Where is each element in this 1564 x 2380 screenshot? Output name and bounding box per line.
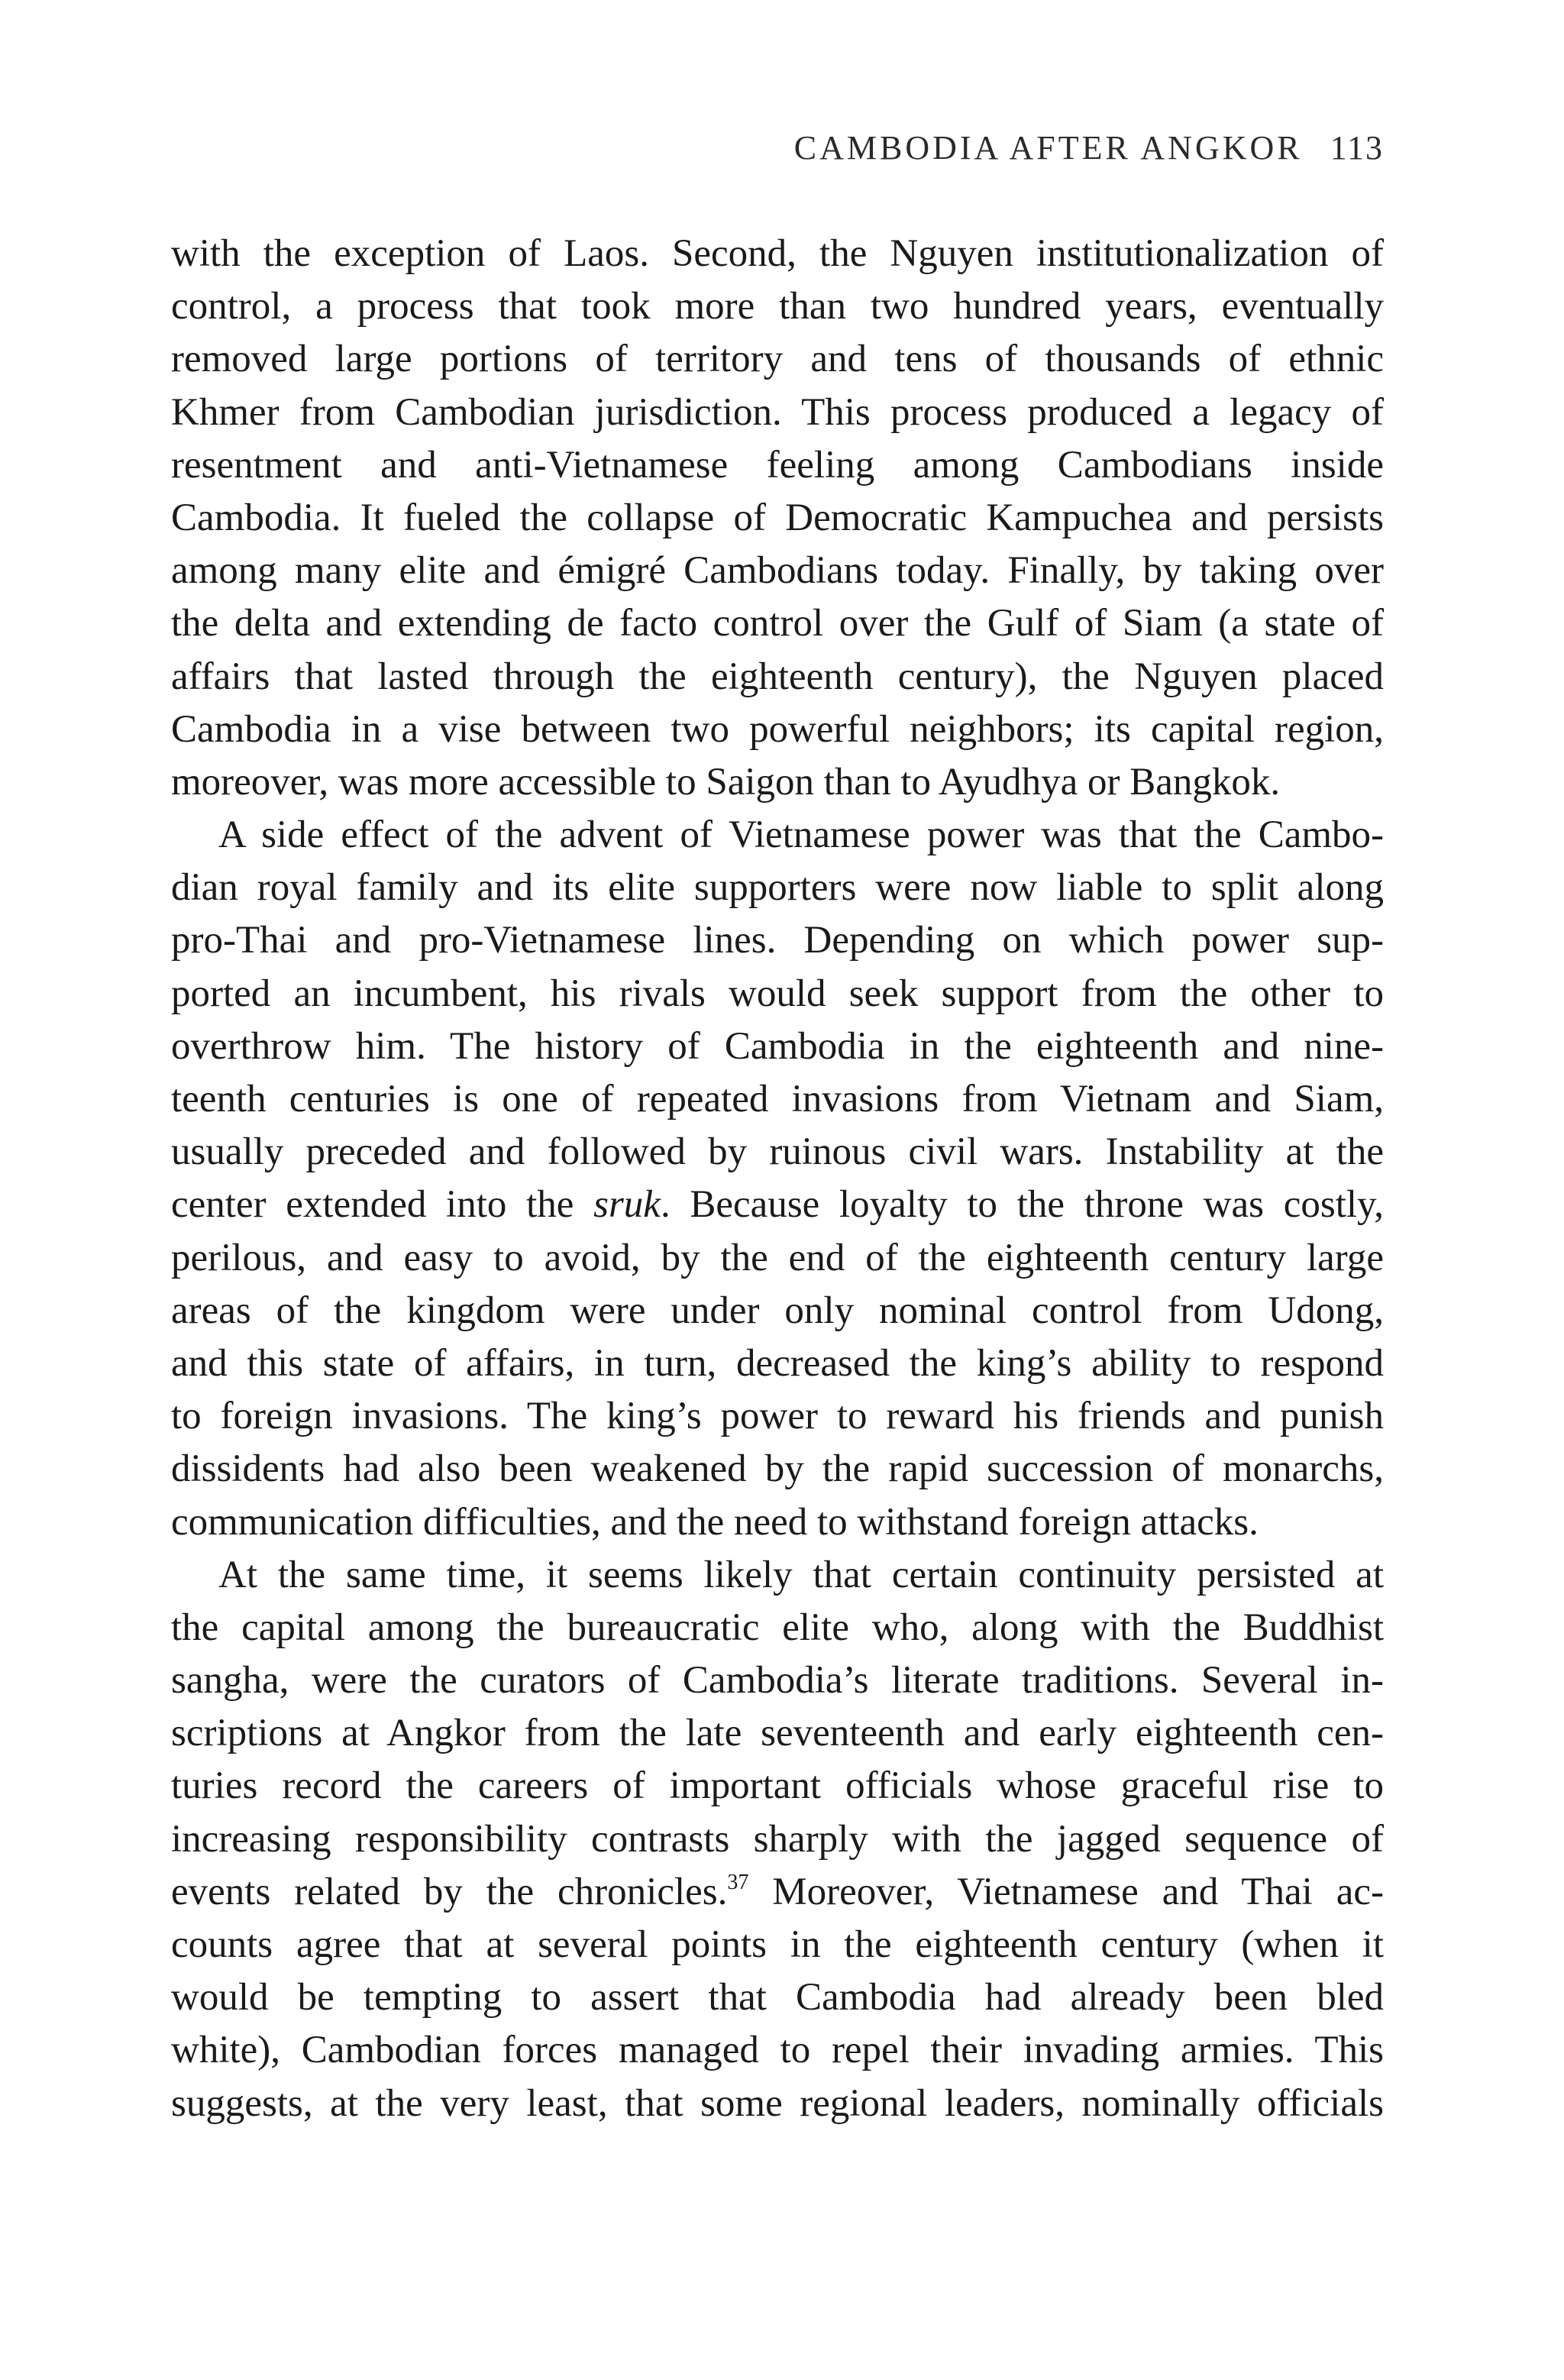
- text-line: dian royal family and its elite supporters were now liable to split along: [171, 866, 1384, 910]
- text-line: counts agree that at several points in the eighteenth century (when it: [171, 1923, 1384, 1966]
- footnote-reference[interactable]: 37: [727, 1870, 749, 1894]
- text-line: perilous, and easy to avoid, by the end of the eighteenth century large: [171, 1236, 1384, 1279]
- text-line: overthrow him. The history of Cambodia in the eighteenth and nine-: [171, 1024, 1384, 1068]
- running-head: [794, 128, 1384, 167]
- text-line: the delta and extending de facto control over the Gulf of Siam (a state of: [171, 602, 1384, 645]
- text-line: communication difficulties, and the need to withstand foreign attacks.: [171, 1500, 1259, 1544]
- text-line: Cambodia in a vise between two powerful neighbors; its capital region,: [171, 707, 1384, 751]
- text-line: [171, 1179, 1384, 1231]
- text-segment: events related by the chronicles.: [171, 1870, 728, 1913]
- text-line: increasing responsibility contrasts sharply with the jagged sequence of: [171, 1817, 1384, 1861]
- text-line: scriptions at Angkor from the late seventeenth and early eighteenth cen-: [171, 1712, 1384, 1755]
- text-segment: center extended into the: [171, 1183, 594, 1227]
- text-segment: . Because loyalty to the throne was costly,: [660, 1183, 1384, 1227]
- text-line: teenth centuries is one of repeated invasions from Vietnam and Siam,: [171, 1078, 1384, 1120]
- text-line: white), Cambodian forces managed to repel their invading armies. This: [171, 2029, 1384, 2072]
- text-line: turies record the careers of important officials whose graceful rise to: [171, 1764, 1384, 1808]
- text-line: Khmer from Cambodian jurisdiction. This process produced a legacy of: [171, 390, 1384, 434]
- text-line: control, a process that took more than two hundred years, eventually: [171, 285, 1384, 328]
- running-head-title: CAMBODIA AFTER ANGKOR: [793, 129, 1303, 167]
- text-line: the capital among the bureaucratic elite who, along with the Buddhist: [171, 1606, 1384, 1649]
- body-text: [171, 228, 1384, 2130]
- text-line: to foreign invasions. The king’s power to reward his friends and punish: [171, 1395, 1384, 1438]
- text-line: affairs that lasted through the eighteenth century), the Nguyen placed: [171, 655, 1384, 698]
- text-line: and this state of affairs, in turn, decreased the king’s ability to respond: [171, 1341, 1384, 1385]
- text-line: pro-Thai and pro-Vietnamese lines. Depending on which power sup-: [171, 919, 1384, 962]
- text-line: [171, 1866, 1384, 1919]
- text-segment: Moreover, Vietnamese and Thai ac-: [748, 1870, 1384, 1913]
- text-line: areas of the kingdom were under only nominal control from Udong,: [171, 1289, 1384, 1332]
- text-line: Cambodia. It fueled the collapse of Democratic Kampuchea and persists: [171, 496, 1384, 539]
- text-line: among many elite and émigré Cambodians today. Finally, by taking over: [171, 549, 1384, 593]
- text-line: At the same time, it seems likely that certain continuity persisted at: [218, 1553, 1384, 1596]
- text-line: dissidents had also been weakened by the rapid succession of monarchs,: [171, 1447, 1384, 1491]
- italic-term: sruk: [593, 1183, 661, 1227]
- text-line: sangha, were the curators of Cambodia’s literate traditions. Several in-: [171, 1659, 1384, 1703]
- text-line: resentment and anti-Vietnamese feeling among Cambodians inside: [171, 443, 1384, 487]
- text-line: usually preceded and followed by ruinous civil wars. Instability at the: [171, 1130, 1384, 1174]
- text-line: suggests, at the very least, that some regional leaders, nominally officials: [171, 2081, 1384, 2125]
- page-number: 113: [1330, 129, 1384, 167]
- text-line: with the exception of Laos. Second, the Nguyen institutionalization of: [171, 232, 1384, 275]
- text-line: moreover, was more accessible to Saigon than to Ayudhya or Bangkok.: [171, 760, 1281, 804]
- text-line: A side effect of the advent of Vietnamese power was that the Cambo-: [218, 813, 1384, 857]
- text-line: would be tempting to assert that Cambodia had already been bled: [171, 1976, 1384, 2019]
- text-line: ported an incumbent, his rivals would seek support from the other to: [171, 972, 1384, 1015]
- text-line: removed large portions of territory and tens of thousands of ethnic: [171, 338, 1384, 381]
